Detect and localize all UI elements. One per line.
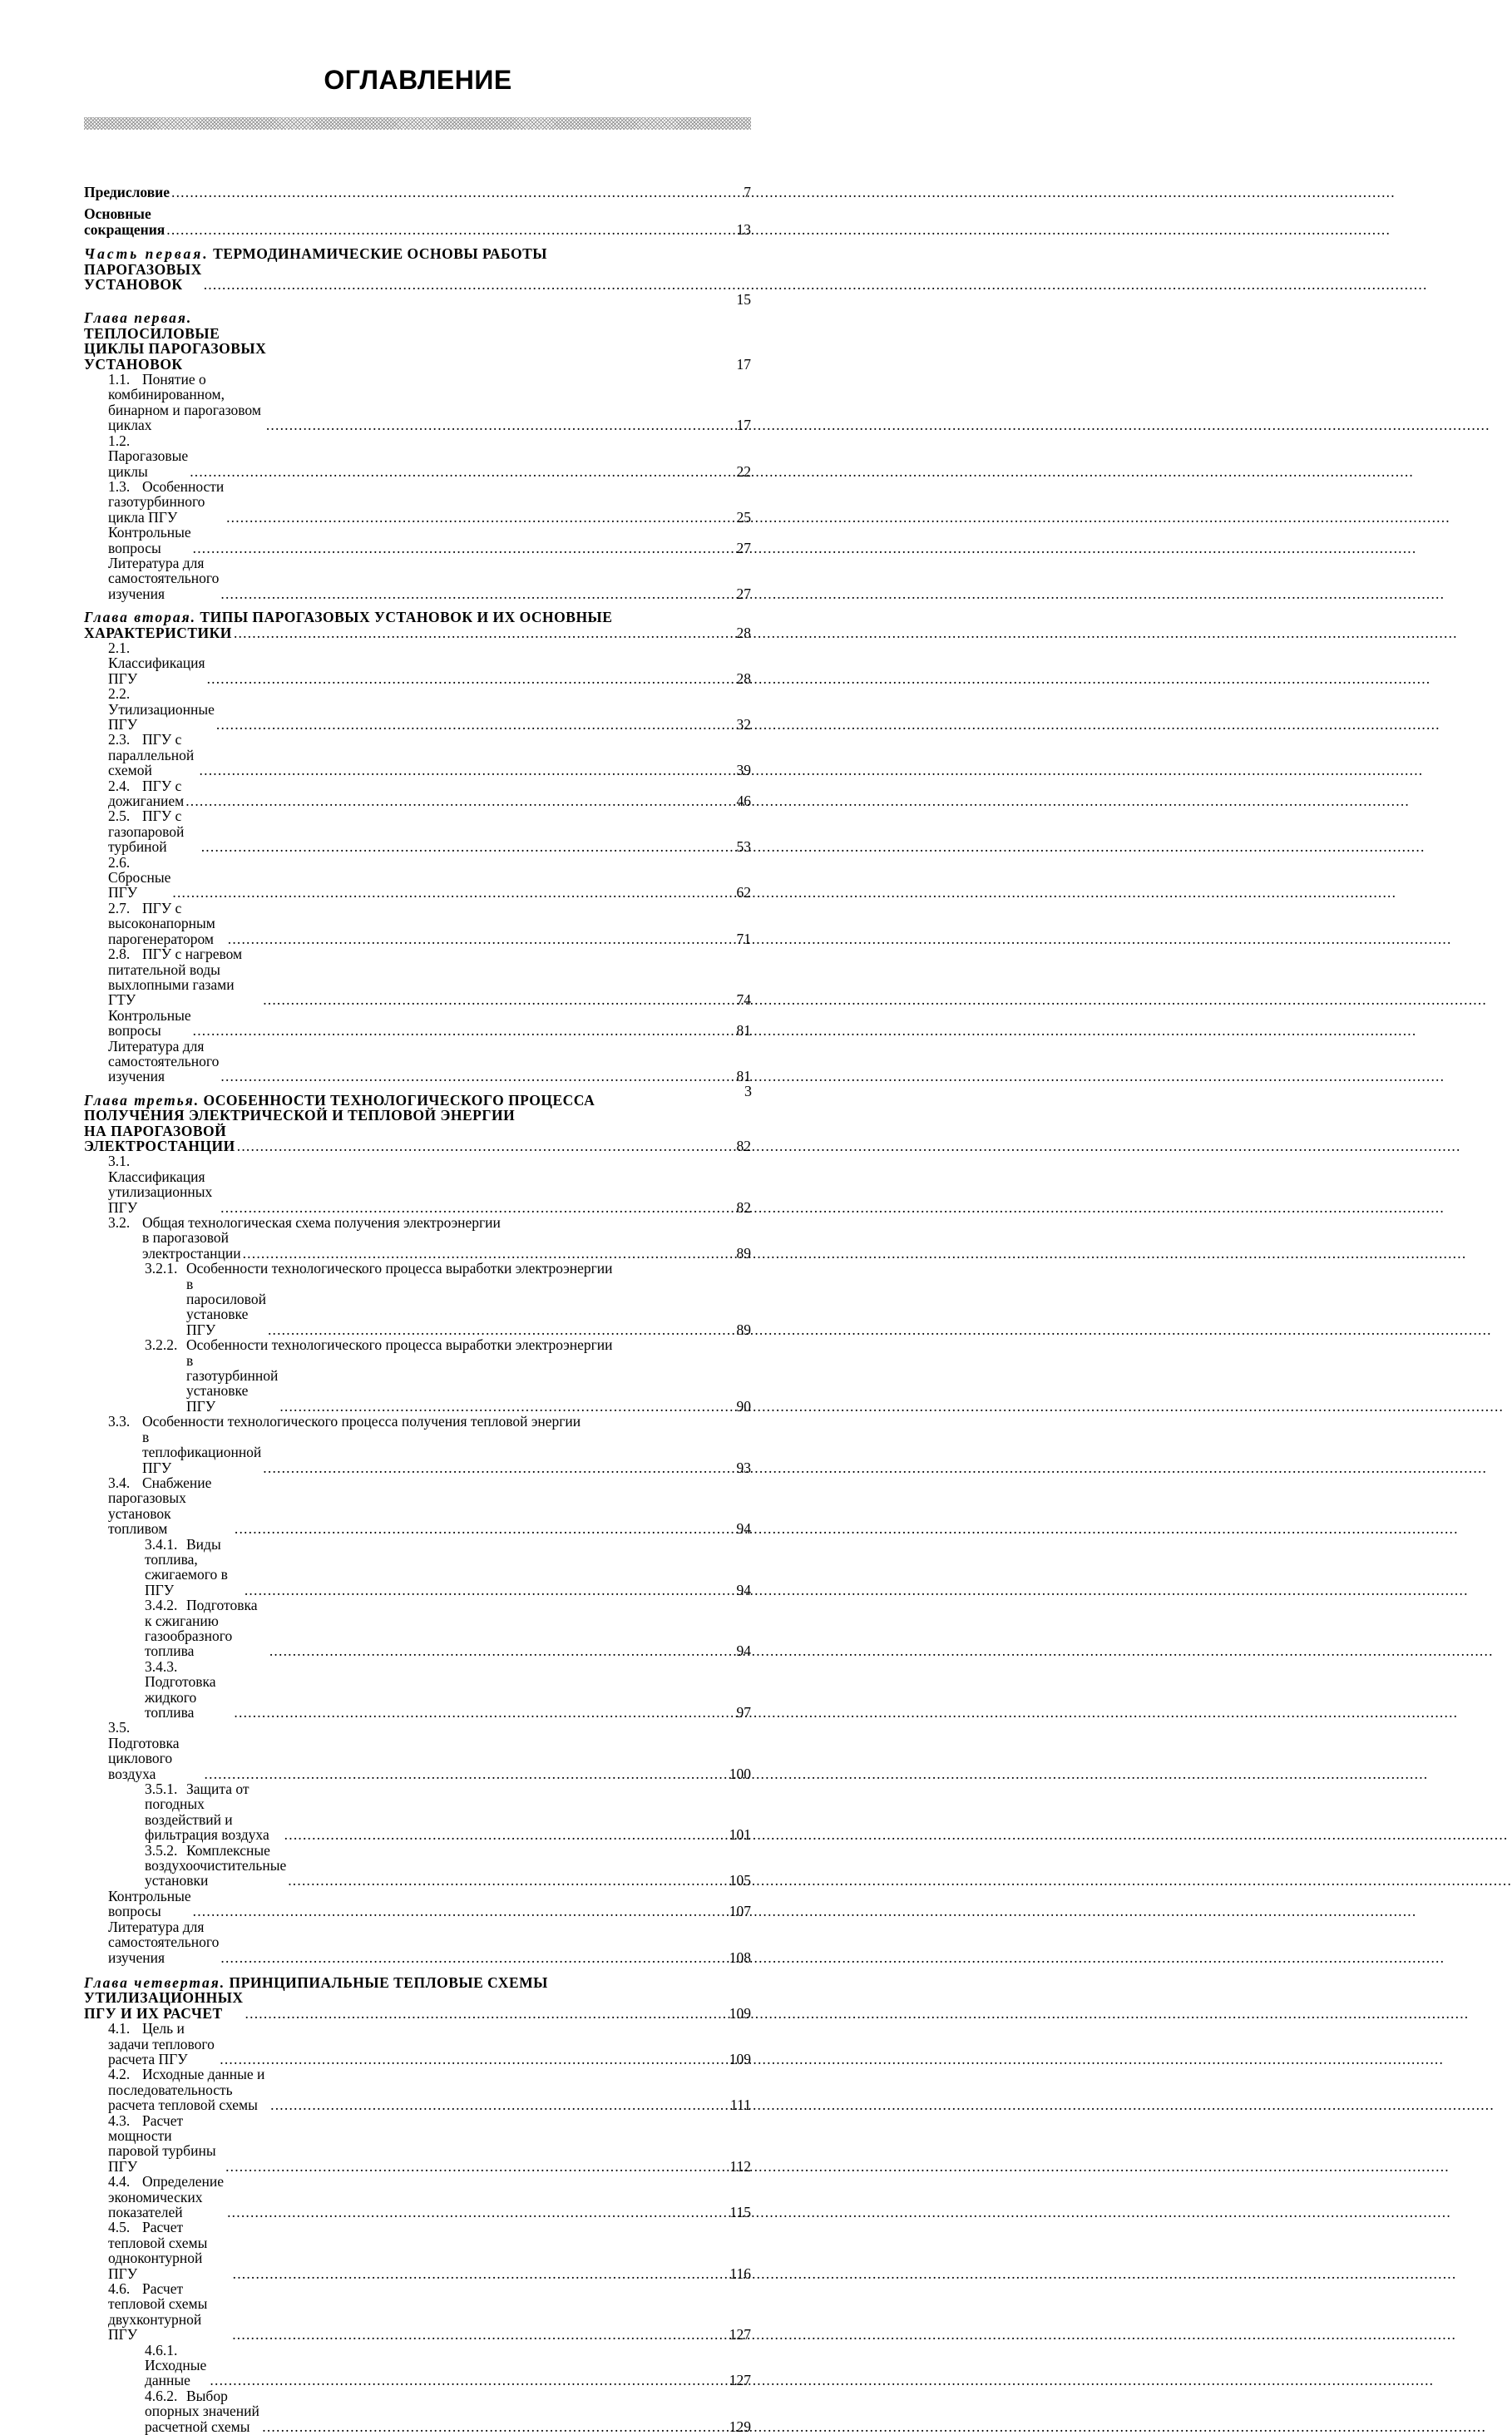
toc-page-number: 28 — [736, 669, 751, 687]
chapter-label: Глава вторая. — [84, 609, 197, 626]
section-number: 2.4. — [108, 777, 131, 794]
toc-entry-text: Подготовка циклового воздуха — [108, 1734, 180, 1782]
toc-entry[interactable] — [84, 1215, 751, 1261]
section-number: 3.2.2. — [145, 1336, 178, 1354]
toc-entry[interactable] — [84, 1475, 751, 1537]
section-number: 3.5.2. — [145, 1841, 178, 1859]
dot-leader — [268, 1322, 719, 1337]
section-number: 4.2. — [108, 2066, 131, 2083]
dot-leader — [234, 1705, 719, 1720]
toc-page-number: 127 — [729, 2326, 751, 2344]
dot-leader — [210, 2373, 719, 2388]
toc-entry[interactable] — [84, 686, 751, 732]
dot-leader — [216, 717, 719, 732]
section-number: 3.4.3. — [145, 1657, 178, 1675]
toc-entry-text: Общая технологическая схема получения электроэнергии — [142, 1214, 501, 1231]
toc-entry-preface[interactable] — [84, 185, 751, 200]
toc-entry-text: Контрольные вопросы — [108, 524, 191, 556]
toc-entry[interactable] — [84, 1598, 751, 1659]
toc-page-number: 112 — [729, 2157, 751, 2175]
toc-page-number: 105 — [729, 1872, 751, 1889]
toc-page-number: 127 — [729, 2372, 751, 2389]
toc-entry-abbreviations[interactable] — [84, 206, 751, 237]
dot-leader — [228, 931, 719, 946]
toc-entry[interactable] — [84, 2388, 751, 2434]
toc-entry-text: Предисловие — [84, 184, 170, 200]
chapter-title: ТЕПЛОСИЛОВЫЕ ЦИКЛЫ ПАРОГАЗОВЫХ УСТАНОВОК — [84, 324, 267, 373]
toc-entry-text: Основные сокращения — [84, 205, 166, 238]
dot-leader — [205, 1766, 719, 1781]
dot-leader — [200, 763, 719, 778]
toc-entry[interactable] — [84, 1537, 751, 1598]
toc-entry-text: в парогазовой электростанции — [142, 1229, 241, 1262]
toc-entry-questions[interactable] — [84, 1889, 751, 1919]
section-number: 3.3. — [108, 1413, 131, 1430]
toc-entry[interactable] — [84, 901, 751, 946]
dot-leader — [269, 1643, 719, 1658]
dot-leader — [284, 1827, 719, 1842]
dot-leader — [193, 1023, 719, 1038]
section-number: 2.3. — [108, 731, 131, 748]
section-number: 1.1. — [108, 371, 131, 388]
toc-page-number: 28 — [736, 624, 751, 641]
dot-leader — [263, 1460, 719, 1475]
dot-leader — [207, 671, 719, 686]
dot-leader — [227, 2205, 719, 2220]
section-number: 3.5.1. — [145, 1781, 178, 1798]
section-number: 1.2. — [108, 432, 131, 449]
section-number: 4.4. — [108, 2173, 131, 2191]
toc-page-number: 17 — [736, 417, 751, 434]
toc-entry-text: Исходные данные и последовательность расчета тепловой схемы — [108, 2066, 265, 2114]
dot-leader — [220, 1200, 719, 1215]
dot-leader — [232, 2327, 719, 2342]
dot-leader — [171, 185, 719, 200]
part-label: Часть первая. — [84, 245, 210, 263]
dot-leader — [243, 1246, 719, 1261]
toc-entry-text: в теплофикационной ПГУ — [142, 1428, 262, 1476]
toc-entry[interactable] — [84, 2281, 751, 2343]
decorative-hatch-bar — [84, 117, 751, 130]
toc-page-number: 107 — [729, 1903, 751, 1920]
toc-entry-text: Подготовка к сжиганию газообразного топлива — [145, 1597, 258, 1660]
toc-page-number: 81 — [736, 1022, 751, 1040]
toc-entry-text: Цель и задачи теплового расчета ПГУ — [108, 2020, 215, 2067]
toc-entry[interactable] — [84, 1414, 751, 1475]
toc-entry[interactable] — [84, 855, 751, 901]
toc-page-number: 89 — [736, 1321, 751, 1338]
toc-entry[interactable] — [84, 1153, 751, 1215]
section-number: 3.4.1. — [145, 1535, 178, 1553]
dot-leader — [190, 464, 719, 479]
toc-entry-text: Литература для самостоятельного изучения — [108, 1037, 220, 1085]
dot-leader — [226, 510, 719, 525]
dot-leader — [270, 2097, 719, 2112]
toc-entry-text: Снабжение парогазовых установок топливом — [108, 1474, 212, 1538]
dot-leader — [288, 1873, 719, 1888]
section-number: 3.5. — [108, 1719, 131, 1736]
toc-entry-text: ПГУ с газопаровой турбиной — [108, 808, 185, 856]
toc-page-number: 46 — [736, 793, 751, 810]
toc-entry-text: Расчет мощности паровой турбины ПГУ — [108, 2111, 216, 2175]
toc-entry[interactable] — [84, 808, 751, 854]
toc-page-number: 25 — [736, 508, 751, 526]
dot-leader — [185, 793, 719, 808]
section-number: 3.2.1. — [145, 1260, 178, 1277]
toc-entry[interactable] — [84, 2174, 751, 2220]
chapter-title-line: ТИПЫ ПАРОГАЗОВЫХ УСТАНОВОК И ИХ ОСНОВНЫЕ — [200, 609, 613, 626]
dot-leader — [220, 1950, 719, 1965]
toc-page-number: 94 — [736, 1581, 751, 1598]
toc-page-number: 115 — [729, 2204, 751, 2220]
part-title-line: ПАРОГАЗОВЫХ УСТАНОВОК — [84, 260, 202, 294]
toc-page-number: 94 — [736, 1520, 751, 1538]
section-number: 2.7. — [108, 899, 131, 916]
dot-leader — [245, 2006, 719, 2021]
dot-leader — [172, 885, 719, 900]
toc-entry-text: Виды топлива, сжигаемого в ПГУ — [145, 1535, 228, 1598]
toc-page-number: 93 — [736, 1459, 751, 1476]
toc-entry[interactable] — [84, 1720, 751, 1781]
toc-page-number: 62 — [736, 884, 751, 901]
toc-page-number: 15 — [736, 291, 751, 309]
section-number: 4.1. — [108, 2020, 131, 2037]
dot-leader — [201, 839, 719, 854]
toc-entry-text: Выбор опорных значений расчетной схемы — [145, 2387, 259, 2435]
toc-page-number: 109 — [729, 2050, 751, 2067]
toc-entry[interactable] — [84, 640, 751, 686]
section-number: 3.1. — [108, 1153, 131, 1170]
toc-entry-literature[interactable] — [84, 556, 751, 601]
toc-entry-text: Подготовка жидкого топлива — [145, 1673, 216, 1721]
toc-entry-text: Литература для самостоятельного изучения — [108, 554, 220, 602]
section-number: 2.2. — [108, 685, 131, 703]
toc-entry-text: Особенности технологического процесса получения тепловой энергии — [142, 1413, 581, 1430]
toc-entry-text: Определение экономических показателей — [108, 2173, 224, 2220]
toc-page-number: 22 — [736, 462, 751, 480]
chapter-title-line: УТИЛИЗАЦИОННЫХ ПГУ И ИХ РАСЧЕТ — [84, 1989, 244, 2022]
toc-page-number: 7 — [744, 184, 751, 200]
section-number: 4.6.2. — [145, 2387, 178, 2404]
dot-leader — [204, 277, 719, 292]
toc-entry-literature[interactable] — [84, 1039, 751, 1084]
toc-entry-text: Исходные данные — [145, 2357, 207, 2389]
toc-chapter-4[interactable] — [84, 1975, 751, 2021]
toc-entry[interactable] — [84, 372, 751, 433]
toc-page-number: 27 — [736, 539, 751, 556]
toc-page-number: 108 — [729, 1948, 751, 1966]
section-number: 1.3. — [108, 477, 131, 495]
section-number: 2.8. — [108, 946, 131, 963]
toc-entry[interactable] — [84, 732, 751, 778]
toc-page-number: 74 — [736, 991, 751, 1009]
dot-leader — [234, 625, 719, 640]
section-number: 2.5. — [108, 808, 131, 825]
dot-leader — [237, 1138, 719, 1153]
section-number: 2.1. — [108, 639, 131, 656]
toc-entry-literature[interactable] — [84, 1919, 751, 1965]
toc-page-number: 89 — [736, 1244, 751, 1262]
toc-entry-text: в паросиловой установке ПГУ — [186, 1275, 266, 1338]
chapter-title-line: ПРИНЦИПИАЛЬНЫЕ ТЕПЛОВЫЕ СХЕМЫ — [229, 1973, 548, 1991]
toc-entry[interactable] — [84, 946, 751, 1008]
toc-entry-text: Классификация ПГУ — [108, 654, 205, 687]
toc-entry[interactable] — [84, 2343, 751, 2388]
toc-entry[interactable] — [84, 479, 751, 525]
toc-entry-text: ПГУ с дожиганием — [108, 777, 185, 810]
dot-leader — [266, 417, 719, 432]
section-number: 4.3. — [108, 2111, 131, 2129]
toc-page-number: 90 — [736, 1397, 751, 1415]
section-number: 4.6.1. — [145, 2341, 178, 2358]
section-number: 4.5. — [108, 2219, 131, 2236]
dot-leader — [263, 992, 719, 1007]
toc-entry-text: Утилизационные ПГУ — [108, 700, 215, 733]
toc-page-number: 82 — [736, 1137, 751, 1154]
dot-leader — [262, 2419, 719, 2434]
toc-entry-text: Контрольные вопросы — [108, 1887, 191, 1920]
toc-entry[interactable] — [84, 1843, 751, 1889]
dot-leader — [193, 541, 719, 556]
section-number: 2.6. — [108, 853, 131, 871]
toc-entry-text: Особенности технологического процесса выработки электроэнергии — [186, 1336, 613, 1354]
toc-page-number: 53 — [736, 838, 751, 856]
toc-entry-questions[interactable] — [84, 525, 751, 556]
toc-page-number: 109 — [729, 2004, 751, 2022]
toc-entry-text: Литература для самостоятельного изучения — [108, 1918, 220, 1966]
toc-entry-text: Расчет тепловой схемы одноконтурной ПГУ — [108, 2219, 208, 2282]
dot-leader — [233, 2266, 719, 2281]
toc-page-number: 101 — [729, 1826, 751, 1844]
chapter-label: Глава третья. — [84, 1091, 200, 1109]
section-number: 3.4.2. — [145, 1597, 178, 1614]
chapter-title-line: НА ПАРОГАЗОВОЙ ЭЛЕКТРОСТАНЦИИ — [84, 1122, 235, 1154]
toc-page-number: 32 — [736, 716, 751, 733]
toc-entry[interactable] — [84, 433, 751, 479]
section-number: 4.6. — [108, 2280, 131, 2298]
dot-leader — [225, 2159, 719, 2174]
dot-leader — [166, 222, 719, 237]
toc-entry-text: ПГУ с высоконапорным парогенератором — [108, 899, 215, 947]
dot-leader — [220, 1069, 719, 1084]
toc-entry-text: в газотурбинной установке ПГУ — [186, 1351, 279, 1415]
toc-entry[interactable] — [84, 1781, 751, 1843]
toc-entry-text: Понятие о комбинированном, бинарном и парогазовом циклах — [108, 371, 261, 434]
toc-entry-text: ПГУ с параллельной схемой — [108, 731, 195, 779]
toc-chapter-3[interactable] — [84, 1093, 751, 1154]
toc-page-number: 111 — [730, 2097, 751, 2114]
toc-entry[interactable] — [84, 2067, 751, 2112]
toc-entry[interactable] — [84, 778, 751, 809]
toc-page-number: 17 — [736, 355, 751, 373]
dot-leader — [279, 1399, 719, 1414]
toc-entry-text: Особенности технологического процесса выработки электроэнергии — [186, 1260, 613, 1277]
toc-page-number: 97 — [736, 1704, 751, 1721]
toc-page-number: 27 — [736, 585, 751, 602]
toc-entry-text: Комплексные воздухоочистительные установки — [145, 1841, 287, 1889]
dot-leader — [235, 1521, 719, 1536]
section-number: 3.2. — [108, 1214, 131, 1231]
chapter-label: Глава первая. — [84, 309, 193, 327]
toc-entry-text: Классификация утилизационных ПГУ — [108, 1168, 213, 1216]
toc-page-number: 13 — [736, 220, 751, 238]
toc-entry-questions[interactable] — [84, 1008, 751, 1039]
toc-entry-text: Расчет тепловой схемы двухконтурной ПГУ — [108, 2280, 208, 2344]
toc-page-number: 82 — [736, 1198, 751, 1216]
toc-entry[interactable] — [84, 1261, 751, 1337]
toc-entry-text: Сбросные ПГУ — [108, 869, 171, 901]
toc-entry[interactable] — [84, 1659, 751, 1721]
section-number: 3.4. — [108, 1474, 131, 1491]
chapter-label: Глава четвертая. — [84, 1973, 226, 1991]
page-title: ОГЛАВЛЕНИЕ — [324, 65, 512, 95]
chapter-title-line: ПОЛУЧЕНИЯ ЭЛЕКТРИЧЕСКОЙ И ТЕПЛОВОЙ ЭНЕРГИИ — [84, 1107, 516, 1124]
toc-chapter-2[interactable] — [84, 610, 751, 640]
toc-part-1[interactable] — [84, 245, 751, 309]
toc-page-number: 129 — [729, 2418, 751, 2435]
table-of-contents — [84, 185, 751, 2434]
toc-entry[interactable] — [84, 2220, 751, 2281]
dot-leader — [220, 2052, 719, 2067]
toc-page-number: 81 — [736, 1068, 751, 1085]
dot-leader — [245, 1583, 719, 1598]
toc-entry[interactable] — [84, 1337, 751, 1414]
toc-entry-text: Контрольные вопросы — [108, 1006, 191, 1040]
toc-entry-text: Парогазовые циклы — [108, 447, 189, 480]
dot-leader — [220, 586, 719, 601]
toc-page-number: 71 — [736, 930, 751, 947]
toc-entry-text: ПГУ с нагревом питательной воды выхлопными газами ГТУ — [108, 946, 243, 1009]
toc-page-number: 116 — [729, 2265, 751, 2282]
toc-entry-text: Защита от погодных воздействий и фильтрация воздуха — [145, 1781, 269, 1844]
toc-page-number: 100 — [729, 1765, 751, 1782]
chapter-title-line: ОСОБЕННОСТИ ТЕХНОЛОГИЧЕСКОГО ПРОЦЕССА — [203, 1091, 595, 1109]
chapter-title-line: ХАРАКТЕРИСТИКИ — [84, 624, 232, 641]
dot-leader — [193, 1904, 719, 1919]
toc-entry-text: Особенности газотурбинного цикла ПГУ — [108, 477, 225, 526]
part-title-line: ТЕРМОДИНАМИЧЕСКИЕ ОСНОВЫ РАБОТЫ — [213, 245, 547, 263]
toc-entry[interactable] — [84, 2113, 751, 2175]
toc-chapter-1[interactable] — [84, 310, 751, 372]
toc-entry[interactable] — [84, 2021, 751, 2067]
toc-page-number: 94 — [736, 1642, 751, 1660]
page-number-footer: 3 — [744, 1083, 752, 1099]
toc-page-number: 39 — [736, 762, 751, 779]
